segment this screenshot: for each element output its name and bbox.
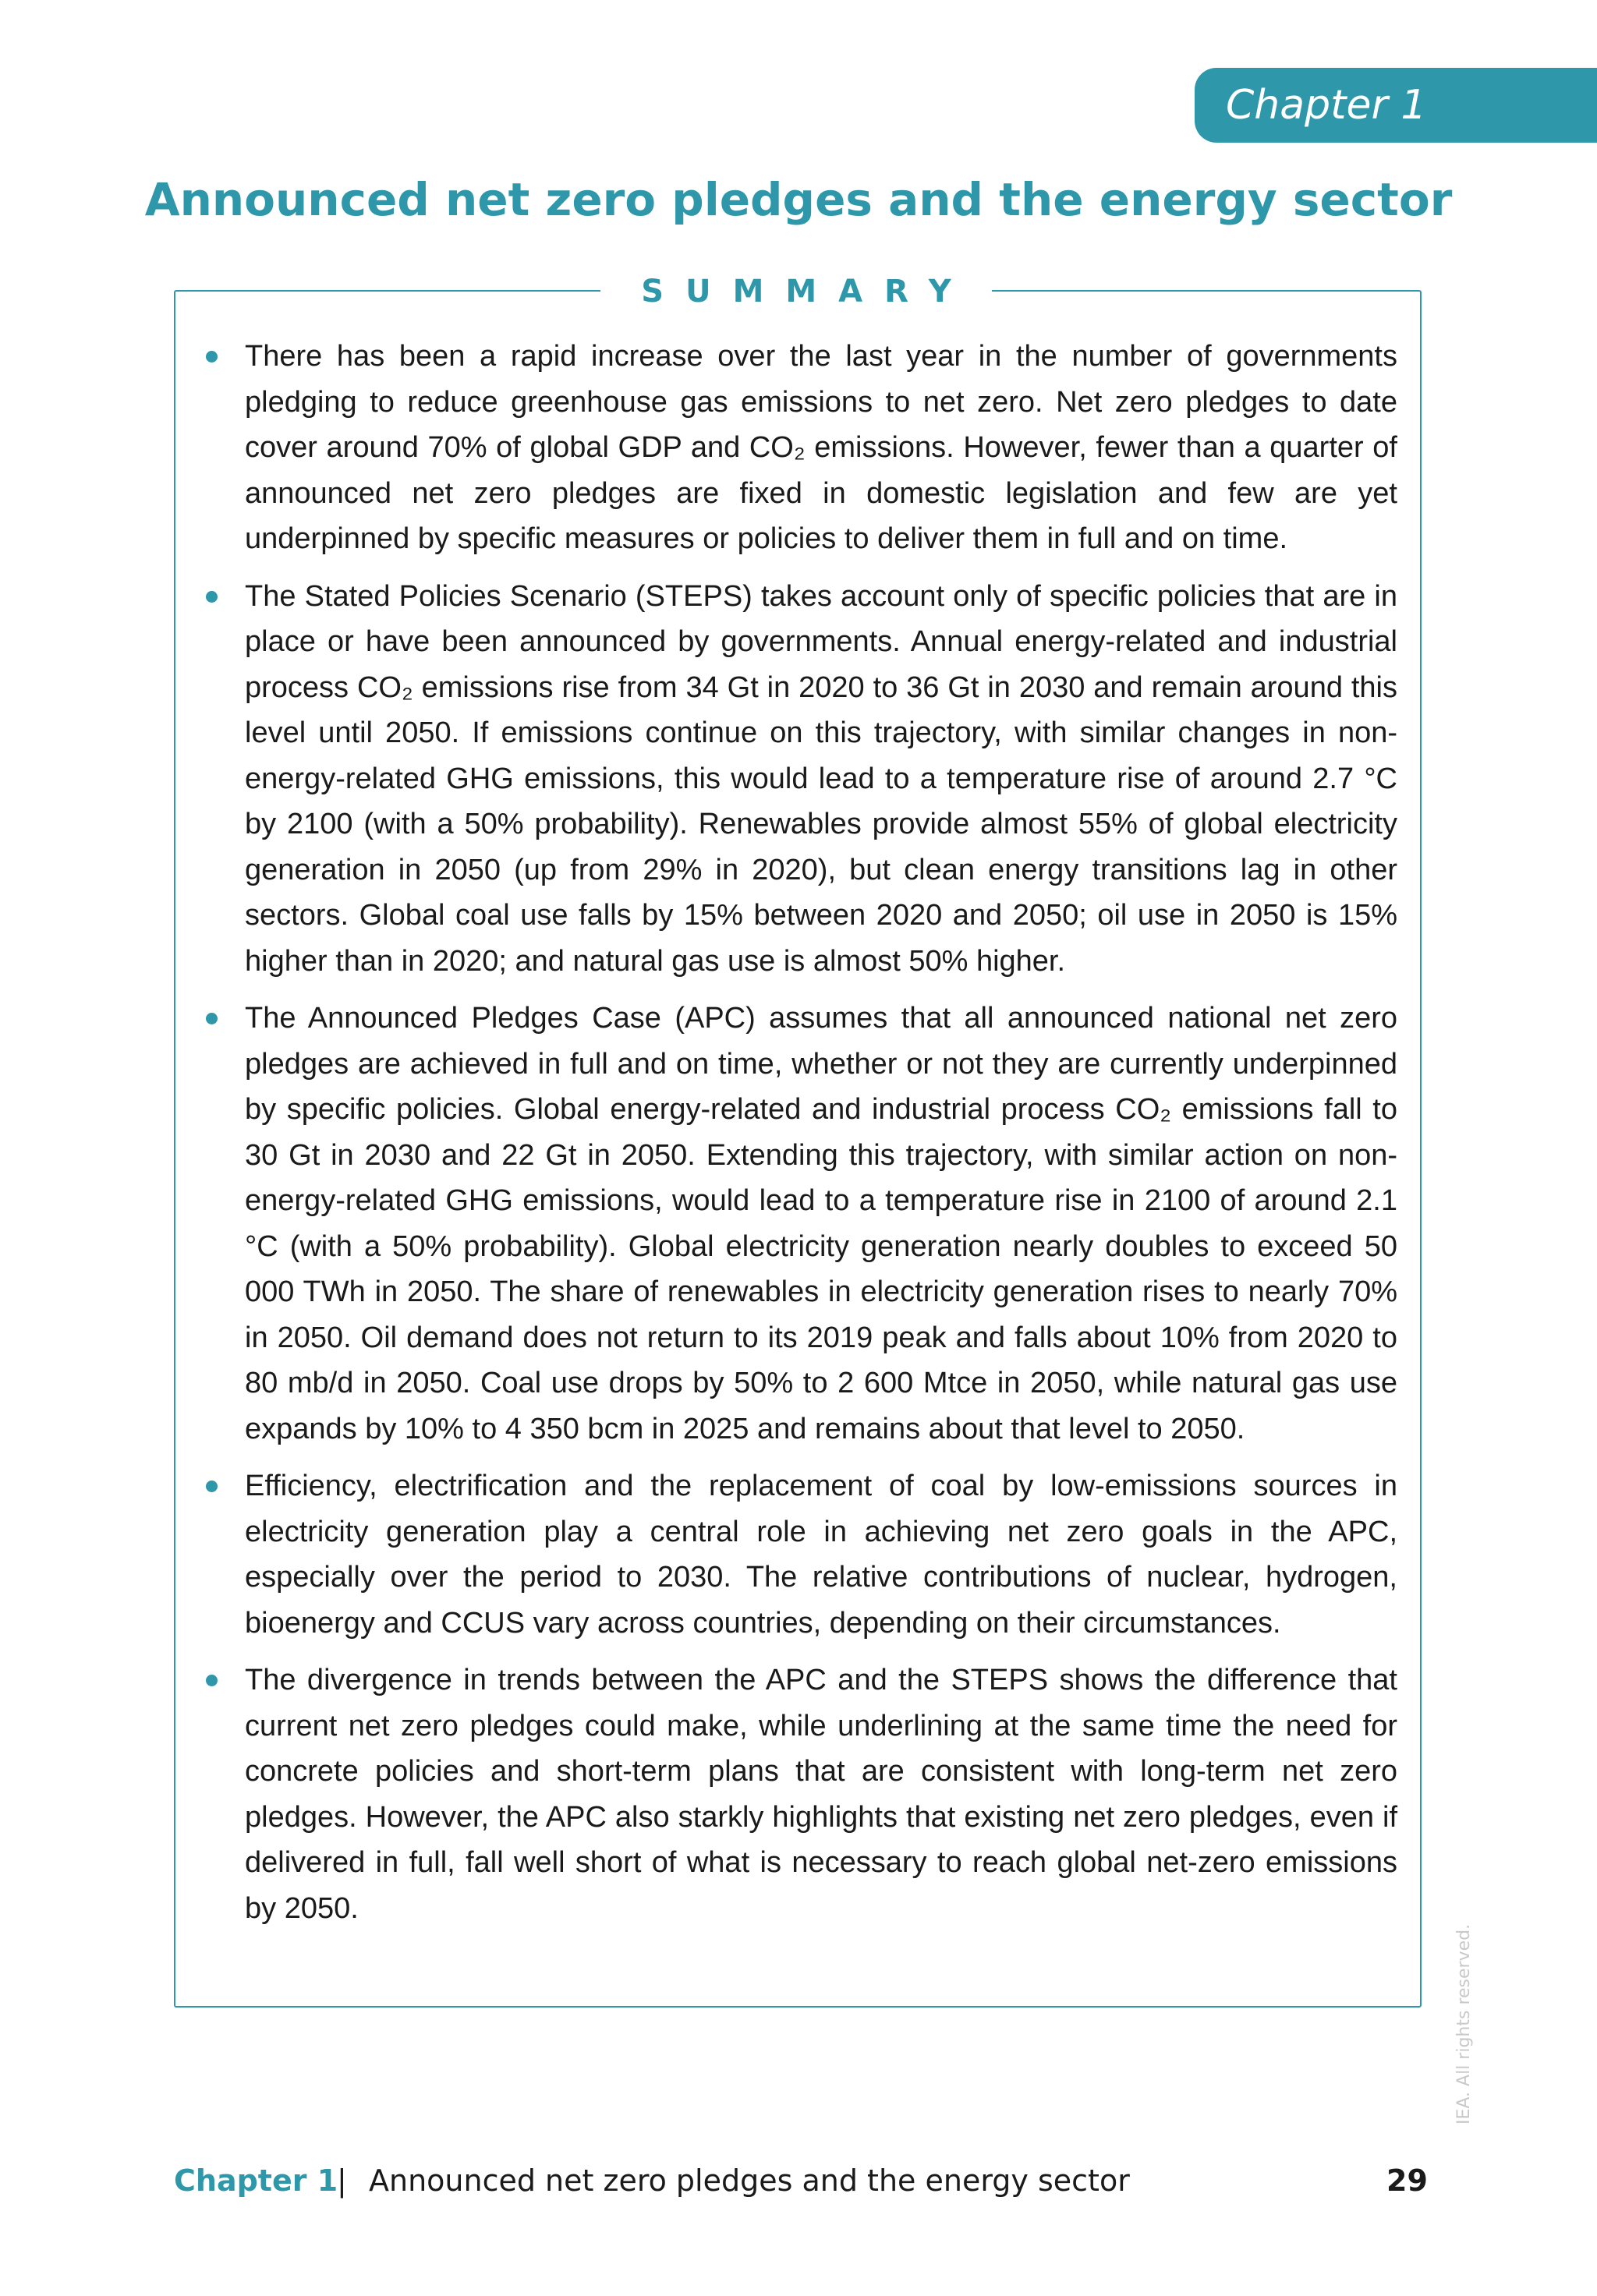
summary-heading: SUMMARY [600, 269, 992, 314]
bullet-text: Efficiency, electrification and the replacement of coal by low-emissions sources in electricity generation play a central role in achieving net zero goals in the APC, especially over the period to 2030. The relative contributions of nuclear, hydrogen, bioenergy and CCUS vary across countries, depending on their circumstances. [245, 1470, 1397, 1640]
bullet-dot-icon [206, 1481, 218, 1492]
rights-notice: IEA. All rights reserved. [1454, 1923, 1474, 2124]
summary-bullet [245, 334, 1397, 562]
bullet-text: The divergence in trends between the APC and the STEPS shows the difference that current net zero pledges could make, while underlining at the same time the need for concrete policies and short-term plans that are consistent with long-term net zero pledges. However, the APC also starkly highlights that existing net zero pledges, even if delivered in full, fall well short of what is necessary to reach global net-zero emissions by 2050. [245, 1664, 1397, 1925]
summary-bullet [245, 1657, 1397, 1931]
footer-title: Announced net zero pledges and the energy sector [369, 2163, 1130, 2198]
bullet-dot-icon [206, 1675, 218, 1686]
chapter-tab [1195, 68, 1597, 143]
bullet-dot-icon [206, 351, 218, 363]
bullet-dot-icon [206, 591, 218, 603]
page-title: Announced net zero pledges and the energy sector [144, 173, 1453, 226]
page-number: 29 [1386, 2163, 1428, 2198]
bullet-dot-icon [206, 1013, 218, 1024]
bullet-text: The Stated Policies Scenario (STEPS) takes account only of specific policies that are in place or have been announced by governments. Annual energy-related and industrial process CO₂ emissions rise from 34 Gt in 2020 to 36 Gt in 2030 and remain around this level until 2050. If emissions continue on this trajectory, with similar changes in non-energy-related GHG emissions, this would lead to a temperature rise of around 2.7 °C by 2100 (with a 50% probability). Renewables provide almost 55% of global electricity generation in 2050 (up from 29% in 2020), but clean energy transitions lag in other sectors. Global coal use falls by 15% between 2020 and 2050; oil use in 2050 is 15% higher than in 2020; and natural gas use is almost 50% higher. [245, 579, 1397, 978]
footer-separator: | [337, 2163, 347, 2198]
chapter-tab-label: Chapter 1 [1226, 82, 1427, 129]
summary-bullet-list [245, 334, 1397, 1943]
footer-chapter-label: Chapter 1 [174, 2163, 338, 2198]
summary-bullet [245, 1463, 1397, 1646]
summary-bullet [245, 996, 1397, 1452]
summary-bullet [245, 574, 1397, 985]
bullet-text: The Announced Pledges Case (APC) assumes that all announced national net zero pledges are achieved in full and on time, whether or not they are currently underpinned by specific policies. Global energy-related and industrial process CO₂ emissions fall to 30 Gt in 2030 and 22 Gt in 2050. Extending this trajectory, with similar action on non-energy-related GHG emissions, would lead to a temperature rise in 2100 of around 2.1 °C (with a 50% probability). Global electricity generation nearly doubles to exceed 50 000 TWh in 2050. The share of renewables in electricity generation rises to nearly 70% in 2050. Oil demand does not return to its 2019 peak and falls about 10% from 2020 to 80 mb/d in 2050. Coal use drops by 50% to 2 600 Mtce in 2050, while natural gas use expands by 10% to 4 350 bcm in 2025 and remains about that level to 2050. [245, 1002, 1397, 1445]
bullet-text: There has been a rapid increase over the last year in the number of governments pledging to reduce greenhouse gas emissions to net zero. Net zero pledges to date cover around 70% of global GDP and CO₂ emissions. However, fewer than a quarter of announced net zero pledges are fixed in domestic legislation and few are yet underpinned by specific measures or policies to deliver them in full and on time. [245, 340, 1397, 555]
